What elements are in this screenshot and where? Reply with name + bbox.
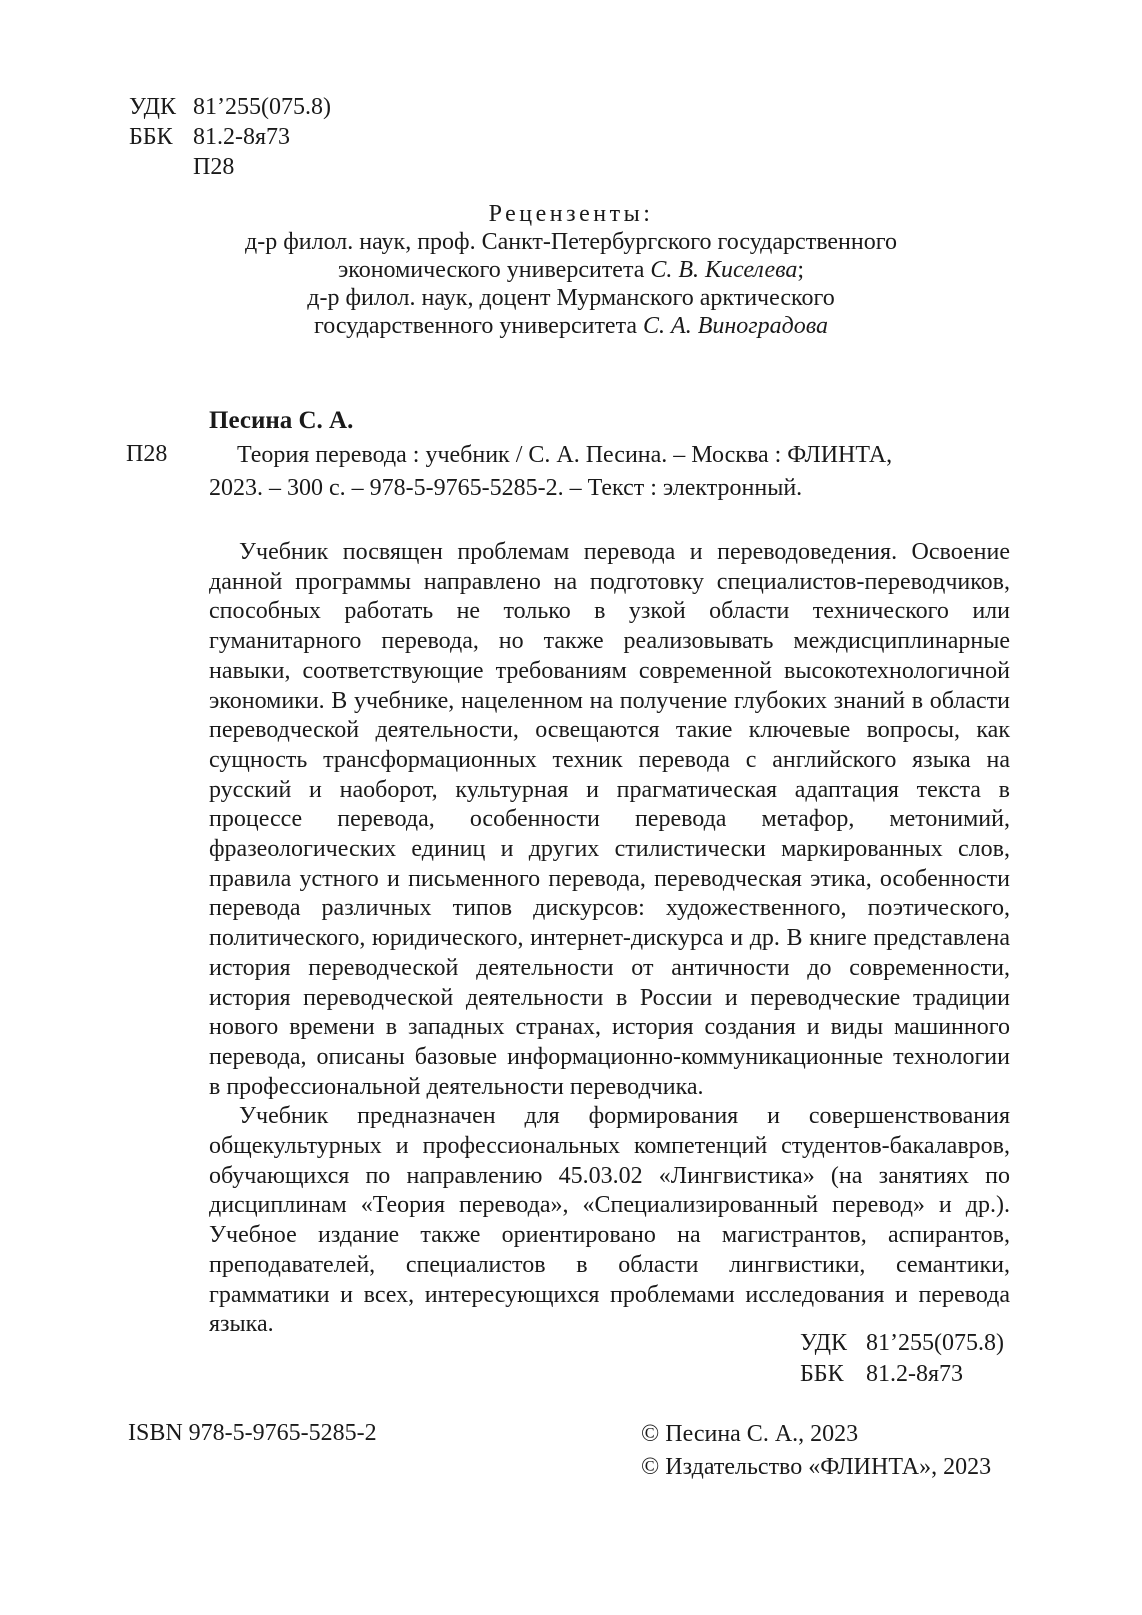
footer-udk-label: УДК — [800, 1330, 847, 1356]
reviewer-1-affiliation: экономического университета — [337, 257, 645, 283]
footer-udk-value: 81’255(075.8) — [866, 1330, 1004, 1356]
reviewer-2-line-2 — [150, 312, 992, 340]
bbk-value: 81.2-8я73 — [193, 124, 291, 150]
udk-value: 81’255(075.8) — [193, 94, 331, 120]
reviewer-1-line-2 — [150, 256, 992, 284]
reviewers-heading: Рецензенты: — [488, 201, 654, 227]
footer-bbk-label: ББК — [800, 1361, 844, 1387]
catalog-author: Песина С. А. — [209, 407, 354, 434]
reviewers-block — [150, 200, 992, 340]
footer-bbk-row — [800, 1359, 1004, 1390]
copyright-author: © Песина С. А., 2023 — [641, 1421, 859, 1447]
annotation — [209, 538, 1010, 1340]
reviewer-2-affiliation: государственного университета — [313, 313, 638, 339]
reviewer-1-line-1: д-р филол. наук, проф. Санкт-Петербургского государственного — [245, 229, 897, 255]
annotation-paragraph-2: Учебник предназначен для формирования и совершенствования общекультурных и профессиональных компетенций студентов-бакалавров, обучающихся по направлению 45.03.02 «Лингвистика» (на занятиях по дисциплинам «Теория перевода», «Специализированный перевод» и др.). Учебное издание также ориентировано на магистрантов, аспирантов, преподавателей, специалистов в области лингвистики, семантики, грамматики и всех, интересующихся проблемами исследования и перевода языка. — [209, 1103, 1010, 1338]
bibliographic-entry — [209, 439, 1009, 505]
reviewer-2-line-1: д-р филол. наук, доцент Мурманского арктического — [307, 285, 835, 311]
footer-bbk-value: 81.2-8я73 — [866, 1361, 964, 1387]
copyright-publisher: © Издательство «ФЛИНТА», 2023 — [641, 1454, 992, 1480]
bibliographic-line-1: Теория перевода : учебник / С. А. Песина. – Москва : ФЛИНТА, — [237, 442, 893, 468]
reviewer-1-punct: ; — [797, 257, 805, 283]
bbk-label: ББК — [129, 124, 173, 150]
author-mark: П28 — [193, 154, 235, 180]
reviewer-2-name: С. А. Виноградова — [643, 313, 829, 339]
classification-block — [129, 92, 331, 182]
catalog-mark: П28 — [126, 441, 168, 467]
copyright-block — [641, 1418, 991, 1484]
udk-row — [129, 92, 331, 122]
footer-classification — [800, 1328, 1004, 1390]
isbn: ISBN 978-5-9765-5285-2 — [128, 1420, 377, 1446]
footer-udk-row — [800, 1328, 1004, 1359]
bbk-row — [129, 122, 331, 152]
reviewer-1-name: С. В. Киселева — [650, 257, 798, 283]
udk-label: УДК — [129, 94, 176, 120]
bibliographic-line-2: 2023. – 300 с. – 978-5-9765-5285-2. – Текст : электронный. — [209, 475, 803, 501]
annotation-paragraph-1: Учебник посвящен проблемам перевода и переводоведения. Освоение данной программы направлено на подготовку специалистов-переводчиков, способных работать не только в узкой области технического или гуманитарного перевода, но также реализовывать междисциплинарные навыки, соответствующие требованиям современной высокотехнологичной экономики. В учебнике, нацеленном на получение глубоких знаний в области переводческой деятельности, освещаются такие ключевые вопросы, как сущность трансформационных техник перевода с английского языка на русский и наоборот, культурная и прагматическая адаптация текста в процессе перевода, особенности перевода метафор, метонимий, фразеологических единиц и других стилистически маркированных слов, правила устного и письменного перевода, переводческая этика, особенности перевода различных типов дискурсов: художественного, поэтического, политического, юридического, интернет-дискурса и др. В книге представлена история переводческой деятельности от античности до современности, история переводческой деятельности в России и переводческие традиции нового времени в западных странах, история создания и виды машинного перевода, описаны базовые информационно-коммуникационные технологии в профессиональной деятельности переводчика. — [209, 539, 1010, 1100]
